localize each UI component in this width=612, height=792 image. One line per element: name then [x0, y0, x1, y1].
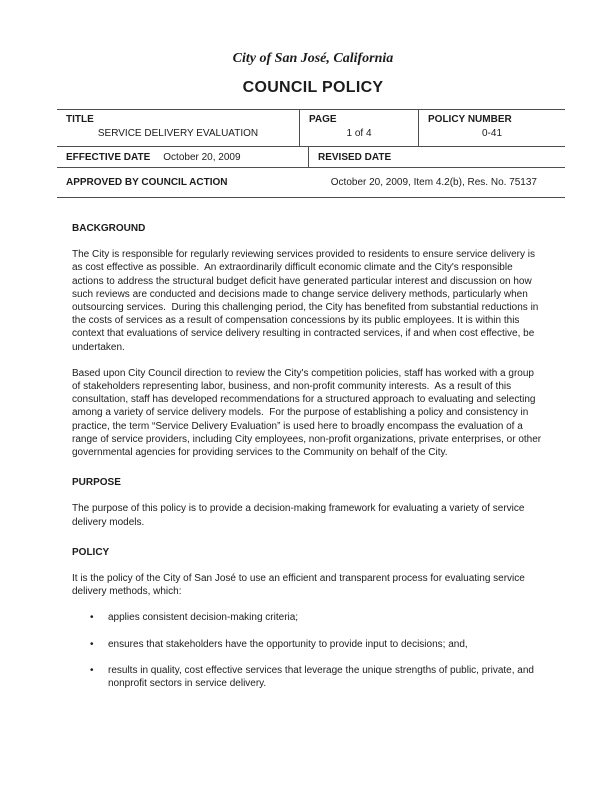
page-value: 1 of 4: [346, 128, 372, 139]
policy-number-value: 0-41: [481, 128, 502, 139]
policy-number-cell: [418, 110, 565, 146]
policy-paragraph: It is the policy of the City of San José to use an efficient and transparent process for evaluating service delivery methods, which:: [72, 573, 528, 598]
effective-date-cell: [57, 152, 308, 163]
section-purpose: [72, 476, 545, 529]
document-body: [72, 222, 545, 690]
city-line: City of San José, California: [232, 51, 394, 66]
policy-bullet-text: ensures that stakeholders have the opportunity to provide input to decisions; and,: [108, 638, 468, 650]
document-title: COUNCIL POLICY: [242, 79, 384, 96]
background-heading: BACKGROUND: [72, 223, 146, 234]
policy-number-label: POLICY NUMBER: [428, 114, 512, 125]
info-table-row-dates: [57, 147, 565, 168]
policy-bullet-item: [72, 611, 545, 624]
title-cell: [57, 110, 299, 146]
policy-info-table: [57, 109, 565, 198]
document-header: [0, 0, 612, 96]
approved-value: October 20, 2009, Item 4.2(b), Res. No. 75137: [330, 177, 537, 188]
effective-date-label: EFFECTIVE DATE: [66, 151, 151, 163]
title-label: TITLE: [66, 114, 94, 125]
policy-bullet-text: applies consistent decision-making criteria;: [108, 612, 299, 624]
policy-bullet-list: [72, 611, 545, 690]
revised-date-label: REVISED DATE: [318, 151, 392, 163]
policy-bullet-item: [72, 664, 545, 690]
policy-bullet-text: results in quality, cost effective services that leverage the unique strengths of public, private, and nonprofit sectors in service delivery.: [108, 664, 534, 690]
purpose-paragraph: The purpose of this policy is to provide a decision-making framework for evaluating a variety of service delivery models.: [72, 503, 528, 528]
info-table-row-approved: [57, 168, 565, 197]
policy-heading: POLICY: [72, 546, 110, 558]
approved-label: APPROVED BY COUNCIL ACTION: [66, 177, 228, 188]
revised-date-cell: [308, 147, 565, 167]
background-paragraph: The City is responsible for regularly reviewing services provided to residents to ensure service delivery is as cost effective as possible. An extraordinarily difficult economic climate and the City's responsible actions to address the structural budget deficit have generated particular interest and discussion on how such reviews are conducted and decisions made to change service delivery methods, particularly when outsourcing services. During this challenging period, the City has benefited from substantial reductions in the costs of services as a result of compensation concessions by its public employees. It is within this context that evaluations of service delivery resulting in contracted services, if and when cost effective, be undertaken.: [72, 249, 542, 353]
page-cell: [299, 110, 418, 146]
section-background: [72, 222, 545, 459]
info-table-row-title: [57, 110, 565, 147]
section-policy: [72, 546, 545, 690]
effective-date-value: October 20, 2009: [163, 151, 241, 163]
background-paragraph: Based upon City Council direction to review the City's competition policies, staff has worked with a group of stakeholders representing labor, business, and non-profit community interests. As a result of this consultation, staff has developed recommendations for a structured approach to evaluating and selecting among a variety of service delivery models. For the purpose of establishing a policy and consistency in practice, the term “Service Delivery Evaluation” is used here to broadly encompass the evaluation of a range of service providers, including City employees, non-profit organizations, private enterprises, or other governmental agencies for providing services to the Community on behalf of the City.: [72, 367, 544, 459]
policy-bullet-item: [72, 638, 545, 651]
purpose-heading: PURPOSE: [72, 477, 121, 489]
title-value: SERVICE DELIVERY EVALUATION: [97, 128, 259, 139]
page-label: PAGE: [309, 114, 337, 125]
